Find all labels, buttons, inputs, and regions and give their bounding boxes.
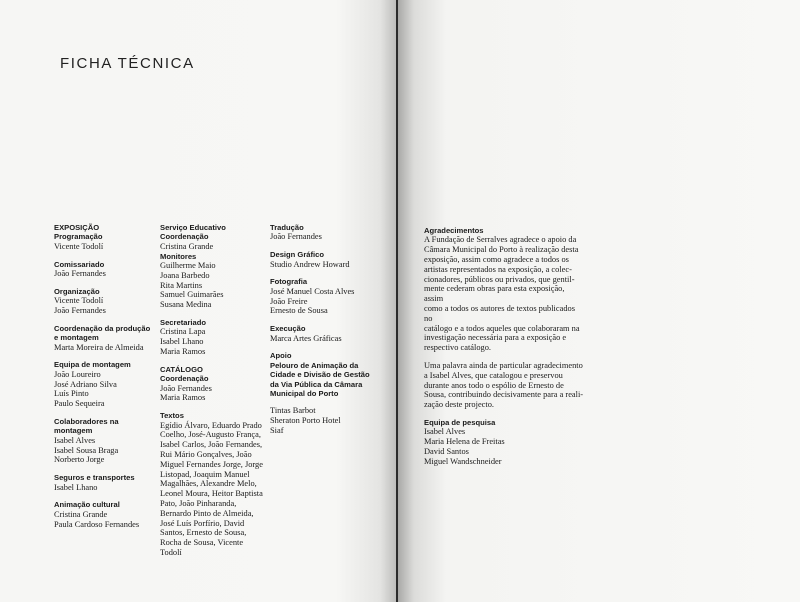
credit-heading: Coordenação xyxy=(160,232,209,242)
credit-name: Luís Pinto xyxy=(54,389,89,399)
acknowledgements-section xyxy=(424,226,584,467)
credit-name: João Freire xyxy=(270,296,308,306)
credit-heading: Tradução xyxy=(270,223,304,232)
credit-name: Todolí xyxy=(160,547,182,557)
credit-name: Marta Moreira de Almeida xyxy=(54,342,144,352)
credit-heading: Cidade e Divisão de Gestão xyxy=(270,370,370,380)
credit-heading: Seguros e transportes xyxy=(54,473,135,483)
credit-name: Miguel Fernandes Jorge, Jorge xyxy=(160,459,263,469)
ack-line: A Fundação de Serralves agradece o apoio da xyxy=(424,235,577,245)
credit-name: Studio Andrew Howard xyxy=(270,259,350,269)
credit-name: Rita Martins xyxy=(160,280,203,290)
credit-block xyxy=(270,277,375,316)
credit-heading: Design Gráfico xyxy=(270,250,325,260)
page-title: FICHA TÉCNICA xyxy=(60,55,195,72)
credit-name: Rui Mário Gonçalves, João xyxy=(160,450,252,459)
credit-name: Norberto Jorge xyxy=(54,455,105,465)
credit-heading: Organização xyxy=(54,286,100,296)
credit-block xyxy=(160,252,265,310)
credit-heading: Animação cultural xyxy=(54,500,120,510)
credit-name: João Fernandes xyxy=(54,269,106,279)
credit-block xyxy=(54,500,154,529)
team-list xyxy=(424,427,584,466)
credit-block xyxy=(54,223,154,252)
ack-line: artistas representados na exposição, a colec- xyxy=(424,264,572,274)
credits-column-1 xyxy=(54,223,154,529)
credit-name: Listopad, Joaquim Manuel xyxy=(160,469,250,479)
credit-block xyxy=(54,260,154,279)
credit-heading: Equipa de montagem xyxy=(54,360,131,370)
credit-name: Vicente Todolí xyxy=(54,296,104,306)
team-member: David Santos xyxy=(424,446,469,456)
team-member: Miguel Wandschneider xyxy=(424,456,502,466)
credit-heading: Coordenação da produção xyxy=(54,323,151,333)
credit-heading: da Via Pública da Câmara xyxy=(270,379,363,389)
credit-heading: Pelouro de Animação da xyxy=(270,360,359,370)
right-page xyxy=(398,0,800,602)
credit-block xyxy=(54,324,154,353)
ack-line: investigação necessária para a exposição e xyxy=(424,333,567,343)
credit-name: Santos, Ernesto de Sousa, xyxy=(160,528,247,538)
credit-block xyxy=(270,351,375,398)
credit-name: João Fernandes xyxy=(54,306,106,316)
credit-heading: Municipal do Porto xyxy=(270,389,339,399)
credit-heading: Execução xyxy=(270,324,306,334)
credit-name: Siaf xyxy=(270,426,284,436)
credit-block xyxy=(160,318,265,357)
credit-name: Joana Barbedo xyxy=(160,270,210,280)
credit-name: Maria Ramos xyxy=(160,347,206,356)
ack-line: durante anos todo o espólio de Ernesto de xyxy=(424,380,564,390)
credit-name: Leonel Moura, Heitor Baptista xyxy=(160,489,263,499)
credit-name: João Fernandes xyxy=(270,232,322,242)
credit-block xyxy=(54,287,154,316)
credit-block xyxy=(160,223,265,252)
credit-name: Pato, João Pinharanda, xyxy=(160,498,237,508)
ack-paragraph-1 xyxy=(424,235,584,353)
credit-heading: Serviço Educativo xyxy=(160,223,226,232)
credit-name: Maria Ramos xyxy=(160,393,206,403)
credit-block xyxy=(54,417,154,465)
team-heading: Equipa de pesquisa xyxy=(424,417,496,427)
credit-heading: Comissariado xyxy=(54,259,105,269)
credit-block xyxy=(160,365,265,403)
credit-name: Tintas Barbot xyxy=(270,406,316,416)
credit-name: Susana Medina xyxy=(160,300,212,310)
credit-name: Isabel Carlos, João Fernandes, xyxy=(160,440,263,450)
credit-heading: Monitores xyxy=(160,251,197,261)
ack-line: como a todos os autores de textos publicados no xyxy=(424,303,575,323)
credit-name: Ernesto de Sousa xyxy=(270,306,328,316)
ack-line: mente cederam obras para esta exposição, assim xyxy=(424,284,565,304)
credit-name: José Manuel Costa Alves xyxy=(270,286,355,296)
credit-name: Egídio Álvaro, Eduardo Prado xyxy=(160,420,262,430)
credits-column-3 xyxy=(270,223,375,436)
ack-line: respectivo catálogo. xyxy=(424,343,491,353)
team-member: Isabel Alves xyxy=(424,427,466,437)
credit-name: José Luís Porfírio, David xyxy=(160,518,245,528)
team-member: Maria Helena de Freitas xyxy=(424,437,505,447)
credit-name: Cristina Grande xyxy=(160,241,214,251)
credit-name: Isabel Lhano xyxy=(160,337,204,347)
credit-name: Rocha de Sousa, Vicente xyxy=(160,538,244,548)
credits-column-2 xyxy=(160,223,265,558)
credit-block xyxy=(270,406,375,435)
ack-paragraph-2 xyxy=(424,361,584,410)
ack-line: exposição, assim como agradece a todos os xyxy=(424,255,569,264)
credit-name: Vicente Todolí xyxy=(54,241,104,251)
credit-name: Isabel Sousa Braga xyxy=(54,445,119,455)
ack-heading: Agradecimentos xyxy=(424,226,484,235)
credit-name: José Adriano Silva xyxy=(54,379,117,389)
credit-heading: EXPOSIÇÃO xyxy=(54,223,100,232)
ack-line: zação deste projecto. xyxy=(424,400,494,410)
credit-name: João Fernandes xyxy=(160,383,212,393)
credit-block xyxy=(54,473,154,492)
credit-name: João Loureiro xyxy=(54,369,101,379)
ack-line: Câmara Municipal do Porto à realização desta xyxy=(424,245,579,255)
credit-name: Cristina Lapa xyxy=(160,327,206,337)
credit-heading: Coordenação xyxy=(160,374,209,384)
credit-block xyxy=(54,360,154,409)
credit-block xyxy=(270,324,375,343)
credit-block xyxy=(160,411,265,558)
credit-name: Guilherme Maio xyxy=(160,261,216,271)
credit-name: Sheraton Porto Hotel xyxy=(270,416,341,426)
ack-line: Uma palavra ainda de particular agradecimento xyxy=(424,360,583,370)
credit-heading: Programação xyxy=(54,232,103,242)
credit-name: Isabel Alves xyxy=(54,435,96,445)
credit-name: Coelho, José-Augusto França, xyxy=(160,430,261,440)
ack-line: a Isabel Alves, que catalogou e preservou xyxy=(424,370,563,380)
credit-heading: e montagem xyxy=(54,333,99,343)
credit-block xyxy=(270,223,375,242)
credit-heading: Fotografia xyxy=(270,277,308,287)
left-page xyxy=(0,0,396,602)
ack-line: Sousa, contribuindo decisivamente para a reali- xyxy=(424,390,584,400)
credit-heading: Textos xyxy=(160,411,184,421)
credit-heading: Colaboradores na montagem xyxy=(54,417,119,436)
credit-heading: Apoio xyxy=(270,351,292,361)
credit-name: Bernardo Pinto de Almeida, xyxy=(160,508,254,518)
ack-line: catálogo e a todos aqueles que colaboraram na xyxy=(424,323,580,333)
credit-name: Marca Artes Gráficas xyxy=(270,333,342,343)
credit-heading: CATÁLOGO xyxy=(160,364,203,374)
credit-name: Paulo Sequeira xyxy=(54,399,105,409)
credit-name: Cristina Grande xyxy=(54,509,108,519)
credit-heading: Secretariado xyxy=(160,318,207,327)
credit-name: Isabel Lhano xyxy=(54,482,98,492)
ack-line: cionadores, públicos ou privados, que gentil- xyxy=(424,274,575,284)
credit-block xyxy=(270,250,375,269)
credit-name: Paula Cardoso Fernandes xyxy=(54,519,140,529)
credit-name: Samuel Guimarães xyxy=(160,290,224,300)
credit-name: Magalhães, Alexandre Melo, xyxy=(160,479,257,489)
